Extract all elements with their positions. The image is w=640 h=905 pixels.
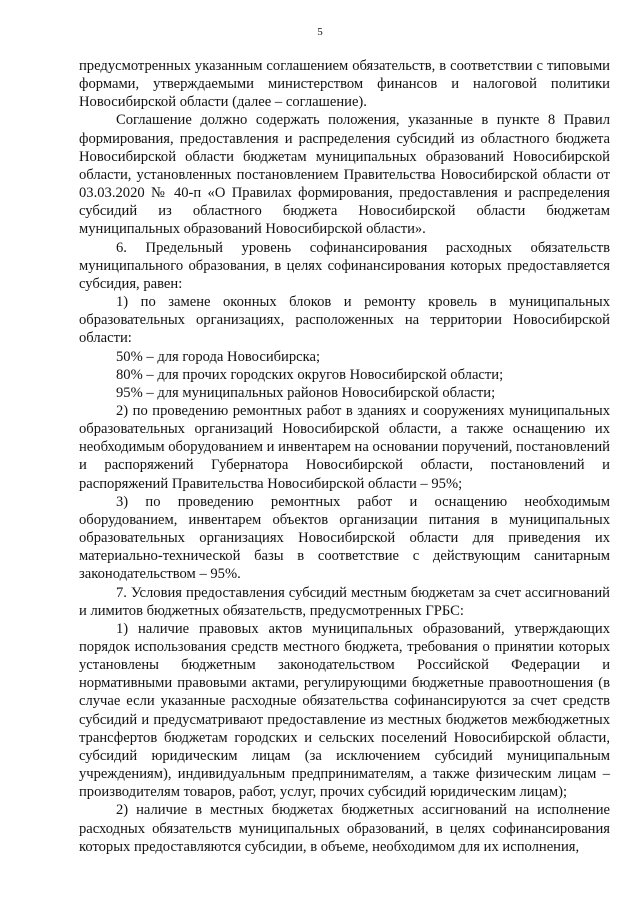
- paragraph-rate-novosibirsk: 50% – для города Новосибирска;: [116, 348, 321, 365]
- paragraph-item-7: 7. Условия предоставления субсидий местным бюджетам за счет ассигнований и лимитов бюджетных обязательств, предусмотренных ГРБС:: [79, 584, 610, 619]
- paragraph-item-6-2: 2) по проведению ремонтных работ в зданиях и сооружениях муниципальных образовательных организаций Новосибирской области, а также оснащению их необходимым оборудованием и инвентарем на основании поручений, постановлений и распоряжений Губернатора Новосибирской области, постановлений и распоряжений Правительства Новосибирской области – 95%;: [79, 402, 610, 492]
- paragraph-item-7-1: 1) наличие правовых актов муниципальных образований, утверждающих порядок использования средств местного бюджета, требования о принятии которых установлены бюджетным законодательством Российской Федерации и нормативными правовыми актами, регулирующими бюджетные правоотношения (в случае если указанные расходные обязательства софинансируются за счет средств субсидий и предусматривают предоставление из местных бюджетов межбюджетных трансфертов бюджетам городских и сельских поселений Новосибирской области, субсидий юридическим лицам (за исключением субсидий муниципальным учреждениям), индивидуальным предпринимателям, а также физическим лицам – производителям товаров, работ, услуг, прочих субсидий юридическим лицам);: [79, 620, 610, 801]
- paragraph-agreement-content: Соглашение должно содержать положения, указанные в пункте 8 Правил формирования, предоставления и распределения субсидий из областного бюджета Новосибирской области бюджетам муниципальных образований Новосибирской области, установленных постановлением Правительства Новосибирской области от 03.03.2020 № 40-п «О Правилах формирования, предоставления и распределения субсидий из областного бюджета Новосибирской области бюджетам муниципальных образований Новосибирской области».: [79, 112, 610, 238]
- page-number: 5: [317, 26, 323, 38]
- paragraph-continuation: предусмотренных указанным соглашением обязательств, в соответствии с типовыми формами, утверждаемыми министерством финансов и налоговой политики Новосибирской области (далее – соглашение).: [79, 58, 610, 111]
- paragraph-item-6-1: 1) по замене оконных блоков и ремонту кровель в муниципальных образовательных организациях, расположенных на территории Новосибирской области:: [79, 294, 610, 347]
- paragraph-item-6: 6. Предельный уровень софинансирования расходных обязательств муниципального образования, в целях софинансирования которых предоставляется субсидия, равен:: [79, 239, 610, 292]
- paragraph-item-7-2: 2) наличие в местных бюджетах бюджетных ассигнований на исполнение расходных обязательств муниципальных образований, в целях софинансирования которых предоставляются субсидии, в объеме, необходимом для их исполнения,: [79, 802, 610, 855]
- paragraph-rate-municipal-districts: 95% – для муниципальных районов Новосибирской области;: [116, 384, 496, 401]
- document-body: [79, 57, 610, 856]
- paragraph-rate-urban-districts: 80% – для прочих городских округов Новосибирской области;: [116, 366, 504, 383]
- paragraph-item-6-3: 3) по проведению ремонтных работ и оснащению необходимым оборудованием, инвентарем объектов организации питания в муниципальных образовательных организациях Новосибирской области для приведения их материально-технической базы в соответствие с действующим санитарным законодательством – 95%.: [79, 493, 610, 583]
